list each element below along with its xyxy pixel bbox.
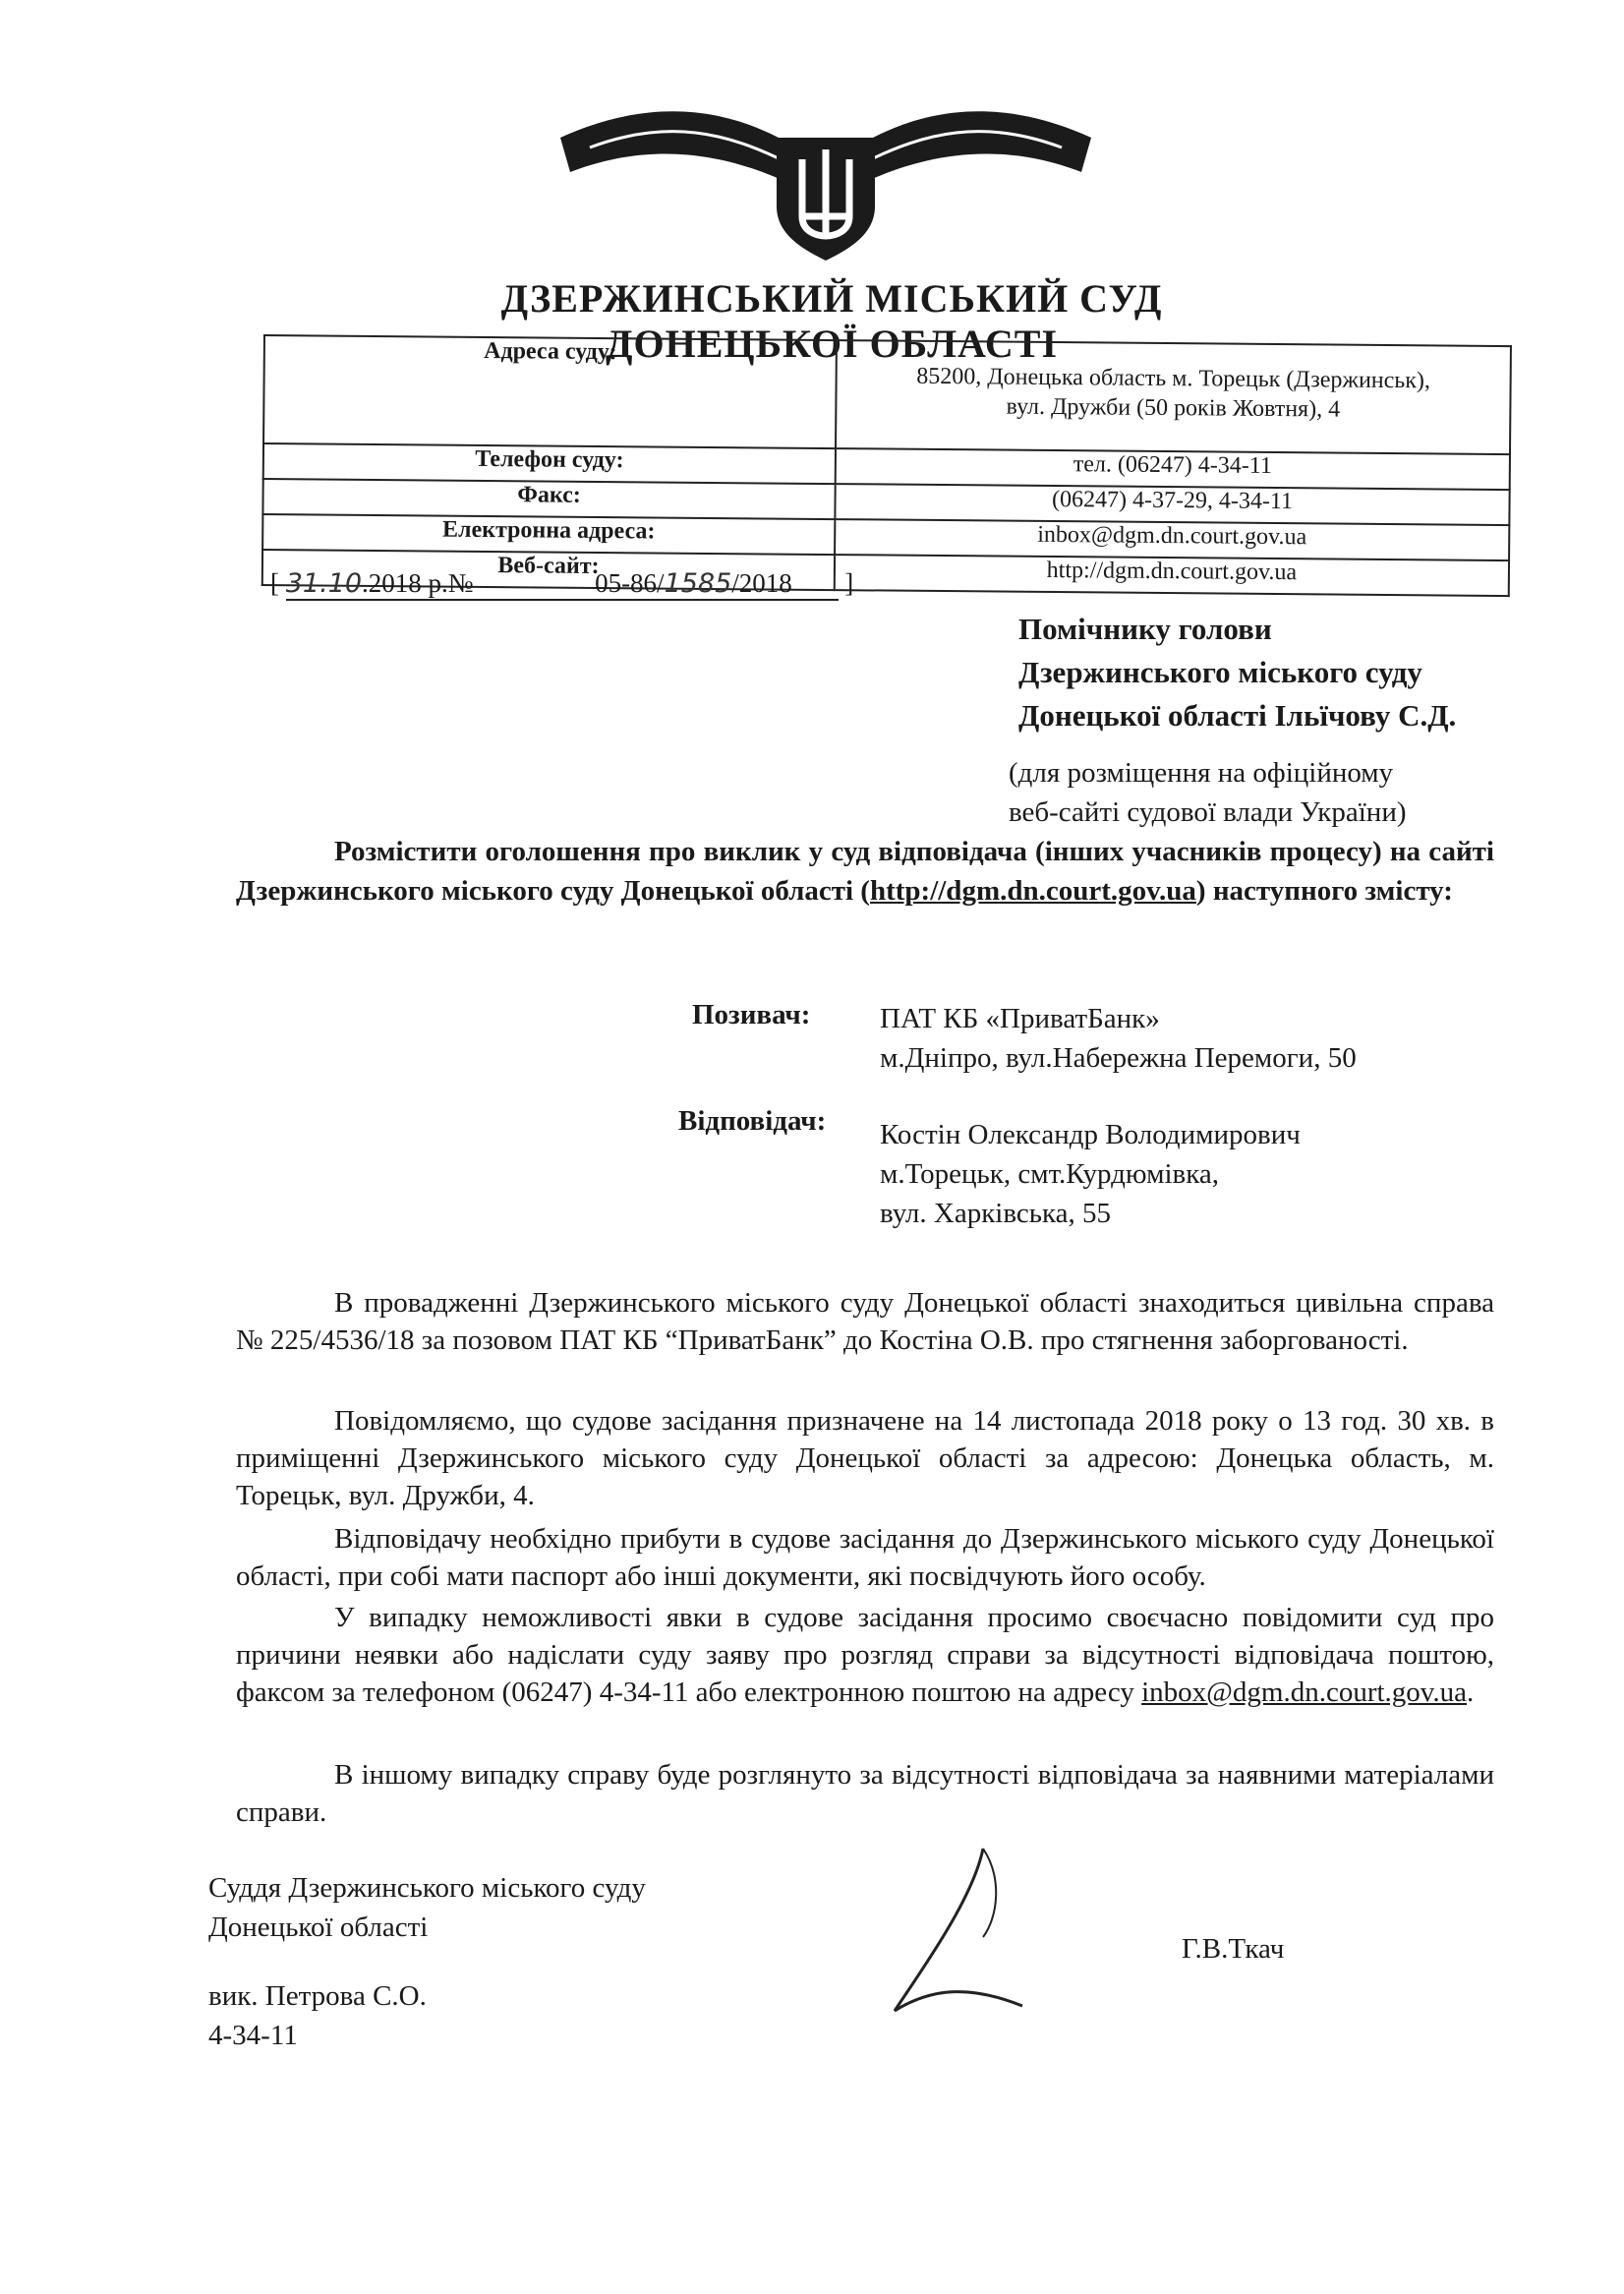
defendant-label: Відповідач: [678,1105,827,1137]
court-title-line2: ДОНЕЦЬКОЇ ОБЛАСТІ [605,322,1059,366]
close-bracket: ] [844,568,854,598]
body-paragraph-3: Відповідачу необхідно прибути в судове засідання до Дзержинського міського суду Донецької області, при собі мати паспорт або інші документи, які посвідчують його особу. [236,1523,1494,1592]
intro-text-end: ) наступного змісту: [1195,875,1453,907]
trident-emblem-icon [551,79,1101,265]
handwritten-date: 31.10 [285,568,363,599]
judge-title [208,1868,646,1947]
intro-text-start: Розмістити оголошення про виклик у суд відповідача (інших учасників процесу) на сайті Дзержинського міського суду Донецької області ( [236,836,1494,907]
note-line2: веб-сайті судової влади України) [1009,796,1407,828]
body-paragraph-5: В іншому випадку справу буде розглянуто за відсутності відповідача за наявними матеріалами справи. [236,1759,1494,1828]
p4-text: У випадку неможливості явки в судове засідання просимо своєчасно повідомити суд про причини неявки або надіслати суду заяву про розгляд справи за відсутності відповідача поштою, факсом за телефоном (06247) 4-34-11 або електронною поштою на адресу [236,1602,1494,1708]
court-title-line1: ДЗЕРЖИНСЬКИЙ МІСЬКИЙ СУД [500,276,1163,321]
intro-paragraph [236,832,1494,911]
requisites-row-address [263,335,1511,454]
requisites-label: Телефон суду: [263,443,836,484]
addressee-block [1018,608,1569,737]
requisites-value [836,340,1511,454]
defendant-details [880,1115,1301,1233]
executor-block [208,1976,427,2055]
handwritten-signature [865,1839,1062,2035]
plaintiff-label: Позивач: [692,999,811,1030]
court-email-link[interactable]: inbox@dgm.dn.court.gov.ua [1141,1676,1468,1708]
defendant-address-line1: м.Торецьк, смт.Курдюмівка, [880,1158,1219,1190]
requisites-value: (06247) 4-37-29, 4-34-11 [835,484,1509,525]
executor-phone: 4-34-11 [208,2020,298,2051]
plaintiff-details [880,999,1357,1078]
requisites-label: Адреса суду: [263,335,837,448]
requisites-label: Веб-сайт: [262,550,835,590]
outgoing-number [270,568,853,601]
addressee-line3: Донецької області Ільїчову С.Д. [1018,698,1457,733]
judge-name: Г.В.Ткач [1182,1933,1285,1965]
defendant-name: Костін Олександр Володимирович [880,1119,1301,1150]
publication-note [1009,753,1559,832]
requisites-label: Факс: [262,479,835,519]
plaintiff-name: ПАТ КБ «ПриватБанк» [880,1003,1160,1034]
open-bracket: [ [270,568,279,598]
number-suffix: /2018 [731,568,792,598]
address-line1: 85200, Донецька область м. Торецьк (Дзержинськ), [916,363,1431,394]
addressee-line1: Помічнику голови [1018,612,1272,646]
requisites-value: inbox@dgm.dn.court.gov.ua [835,519,1509,560]
body-paragraph-2: Повідомляємо, що судове засідання призначене на 14 листопада 2018 року о 13 год. 30 хв. в приміщенні Дзержинського міського суду Донецької області за адресою: Донецька область, м. Торецьк, вул. Дружби, 4. [236,1405,1494,1511]
plaintiff-address: м.Дніпро, вул.Набережна Перемоги, 50 [880,1042,1357,1074]
judge-title-line2: Донецької області [208,1912,429,1943]
defendant-address-line2: вул. Харківська, 55 [880,1198,1112,1229]
date-year: .2018 р.№ [362,568,474,598]
requisites-label: Електронна адреса: [262,514,835,555]
note-line1: (для розміщення на офіційному [1009,757,1394,789]
addressee-line2: Дзержинського міського суду [1018,655,1422,689]
body-paragraph-4 [236,1599,1494,1711]
handwritten-number: 1585 [664,568,732,599]
body-paragraph-1: В провадженні Дзержинського міського суду Донецької області знаходиться цивільна справа № 225/4536/18 за позовом ПАТ КБ “ПриватБанк” до Костіна О.В. про стягнення заборгованості. [236,1287,1494,1356]
address-line2: вул. Дружби (50 років Жовтня), 4 [1006,393,1341,423]
p4-end: . [1467,1676,1475,1708]
requisites-value: тел. (06247) 4-34-11 [836,448,1510,490]
court-site-link[interactable]: http://dgm.dn.court.gov.ua [869,875,1196,907]
court-requisites-table [261,334,1512,597]
judge-title-line1: Суддя Дзержинського міського суду [208,1872,646,1904]
number-prefix: 05-86/ [595,568,665,598]
executor-name: вик. Петрова С.О. [208,1980,427,2012]
requisites-value: http://dgm.dn.court.gov.ua [835,555,1509,596]
